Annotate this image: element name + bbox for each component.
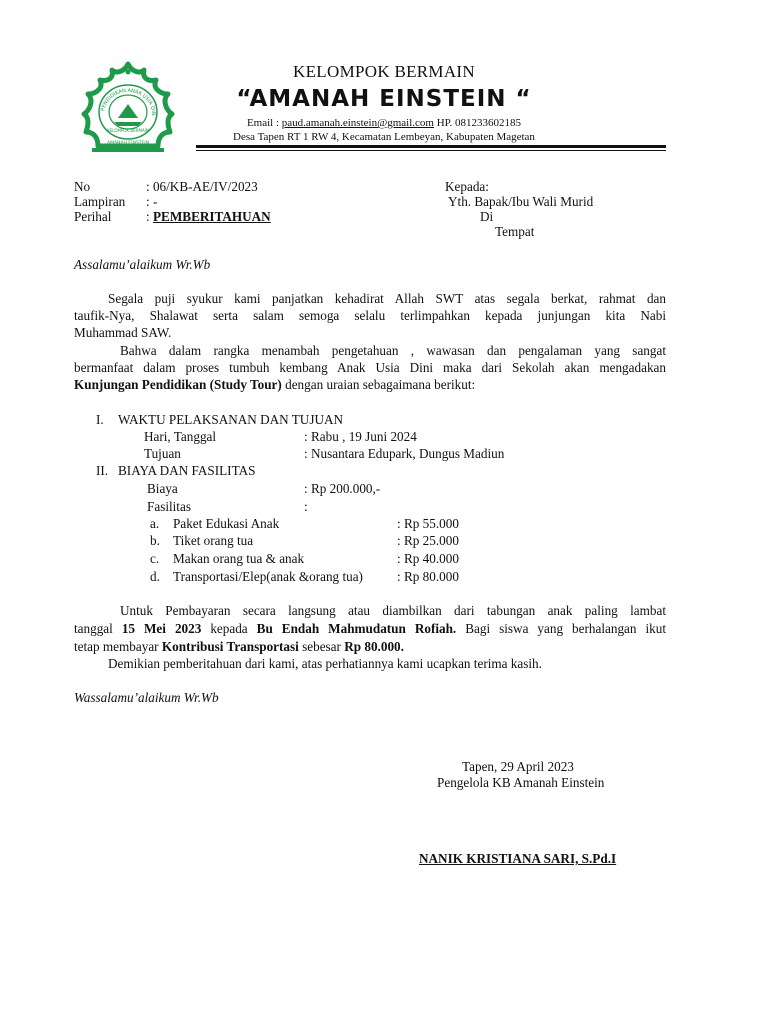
logo-text-mid: KELOMPOK BERMAIN xyxy=(107,128,149,133)
facility-name: Makan orang tua & anak xyxy=(173,551,305,566)
signature-name: NANIK KRISTIANA SARI, S.Pd.I xyxy=(419,851,617,866)
no-value: : 06/KB-AE/IV/2023 xyxy=(146,179,258,194)
no-label: No xyxy=(74,179,91,194)
para2-line2: bermanfaat dalam proses tumbuh kembang Anak Usia Dini maka dari Sekolah akan mengadakan xyxy=(74,360,666,375)
para3-line1: Untuk Pembayaran secara langsung atau diambilkan dari tabungan anak paling lambat xyxy=(120,603,666,618)
facility-value: : Rp 80.000 xyxy=(397,569,459,584)
perihal-label: Perihal xyxy=(74,209,112,224)
closing-line: Demikian pemberitahuan dari kami, atas perhatiannya kami ucapkan terima kasih. xyxy=(108,656,542,671)
section2-numeral: II. xyxy=(96,463,109,478)
perihal-colon: : xyxy=(146,209,153,224)
payment-recipient: Bu Endah Mahmudatun Rofiah. xyxy=(256,621,457,636)
tujuan-value: : Nusantara Edupark, Dungus Madiun xyxy=(304,446,505,461)
facility-letter: c. xyxy=(150,551,160,566)
para2-line3-rest: dengan uraian sebagaimana berikut: xyxy=(281,377,476,392)
perihal-value xyxy=(146,209,271,225)
para3-line2: tanggal 15 Mei 2023 kepada Bu Endah Mahmudatun Rofiah. Bagi siswa yang berhalangan ikut xyxy=(74,621,666,636)
tujuan-label: Tujuan xyxy=(144,446,181,461)
facility-letter: d. xyxy=(150,569,160,584)
para1-line2: taufik-Nya, Shalawat serta salam semoga selalu terlimpahkan kepada junjungan kita Nabi xyxy=(74,308,666,323)
para3-line3: tetap membayar Kontribusi Transportasi sebesar Rp 80.000. xyxy=(74,639,404,654)
study-tour-title: Kunjungan Pendidikan (Study Tour) xyxy=(74,377,282,392)
phone: HP. 081233602185 xyxy=(433,117,522,129)
contribution-amount: Rp 80.000. xyxy=(344,639,404,654)
logo-text-bottom: AMANAH EINSTEIN xyxy=(107,141,149,146)
section1-title: WAKTU PELAKSANAN DAN TUJUAN xyxy=(118,412,344,427)
facility-value: : Rp 55.000 xyxy=(397,516,459,531)
facility-letter: b. xyxy=(150,533,160,548)
farewell: Wassalamu’alaikum Wr.Wb xyxy=(74,690,219,705)
hari-tanggal-value: : Rabu , 19 Juni 2024 xyxy=(304,429,417,444)
para2-line3 xyxy=(74,377,475,393)
org-name: KELOMPOK BERMAIN xyxy=(293,62,475,81)
email-label: Email : xyxy=(246,117,282,129)
recipient-kepada: Kepada: xyxy=(445,179,489,194)
recipient-di: Di xyxy=(480,209,494,224)
facility-value: : Rp 25.000 xyxy=(397,533,459,548)
logo-text-top: PENDIDIKAN ANAK USIA DIN xyxy=(100,87,157,116)
header-rule-thin xyxy=(196,150,666,151)
facility-letter: a. xyxy=(150,516,160,531)
para2-line1: Bahwa dalam rangka menambah pengetahuan , wawasan dan pengalaman yang sangat xyxy=(120,343,666,358)
signature-role: Pengelola KB Amanah Einstein xyxy=(437,775,605,790)
facility-name: Tiket orang tua xyxy=(173,533,254,548)
lampiran-value: : - xyxy=(146,194,158,209)
hari-tanggal-label: Hari, Tanggal xyxy=(144,429,217,444)
email-link[interactable]: paud.amanah.einstein@gmail.com xyxy=(281,117,434,129)
perihal-subject: PEMBERITAHUAN xyxy=(152,209,271,224)
signature-place-date: Tapen, 29 April 2023 xyxy=(462,759,574,774)
fasilitas-colon: : xyxy=(304,499,308,514)
payment-deadline: 15 Mei 2023 xyxy=(121,621,202,636)
facility-value: : Rp 40.000 xyxy=(397,551,459,566)
section2-title: BIAYA DAN FASILITAS xyxy=(118,463,256,478)
recipient-tempat: Tempat xyxy=(495,224,535,239)
greeting: Assalamu’alaikum Wr.Wb xyxy=(74,257,211,272)
recipient-yth: Yth. Bapak/Ibu Wali Murid xyxy=(448,194,594,209)
section1-numeral: I. xyxy=(96,412,104,427)
biaya-label: Biaya xyxy=(147,481,178,496)
biaya-value: : Rp 200.000,- xyxy=(304,481,381,496)
school-name: “AMANAH EINSTEIN “ xyxy=(236,86,532,112)
contact-line xyxy=(0,117,768,129)
address: Desa Tapen RT 1 RW 4, Kecamatan Lembeyan, Kabupaten Magetan xyxy=(233,131,535,143)
header-rule-thick xyxy=(196,145,666,148)
para1-line1: Segala puji syukur kami panjatkan kehadirat Allah SWT atas segala berkat, rahmat dan xyxy=(108,291,666,306)
facility-name: Paket Edukasi Anak xyxy=(173,516,280,531)
fasilitas-label: Fasilitas xyxy=(147,499,191,514)
lampiran-label: Lampiran xyxy=(74,194,126,209)
facility-name: Transportasi/Elep(anak &orang tua) xyxy=(173,569,363,584)
contribution-label: Kontribusi Transportasi xyxy=(161,639,299,654)
para1-line3: Muhammad SAW. xyxy=(74,325,172,340)
